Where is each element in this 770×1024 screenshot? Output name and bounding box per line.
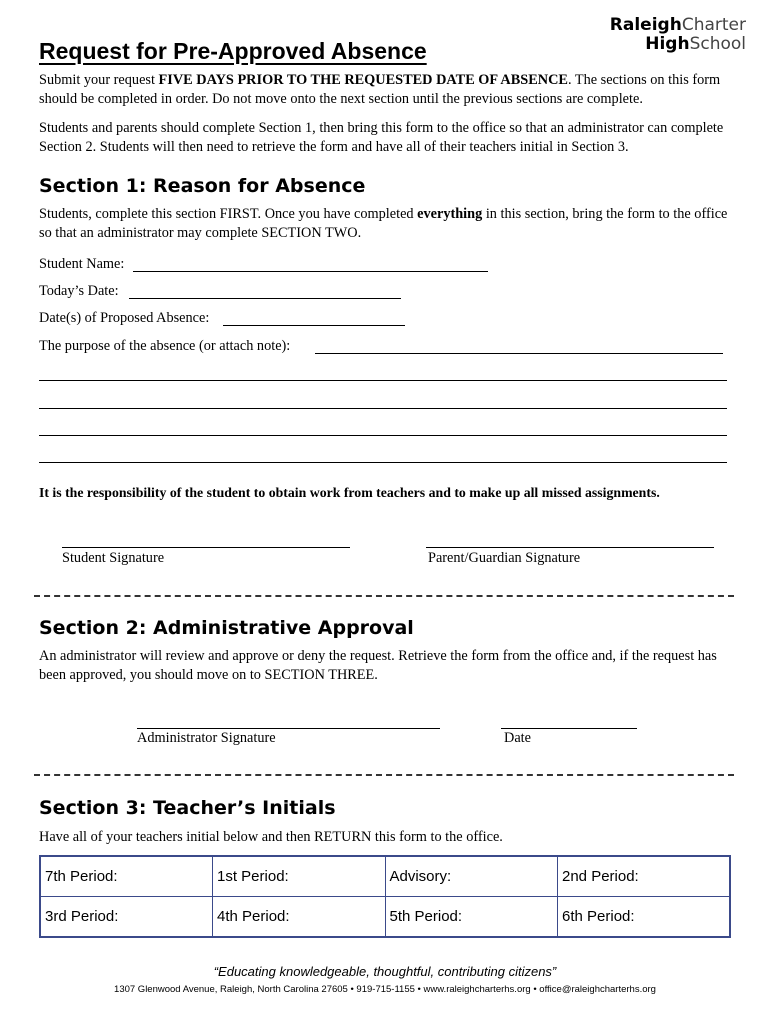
purpose-line[interactable] [39,462,727,463]
footer-motto: “Educating knowledgeable, thoughtful, contributing citizens” [213,964,557,979]
proposed-dates-field[interactable] [223,325,405,326]
todays-date-label: Today’s Date: [39,283,119,299]
section3-heading: Section 3: Teacher’s Initials [39,797,336,819]
proposed-dates-label: Date(s) of Proposed Absence: [39,310,210,326]
period-cell-6th[interactable]: 6th Period: [558,897,731,938]
section-divider [34,774,734,776]
purpose-line[interactable] [39,408,727,409]
school-logo: RaleighCharter HighSchool [609,15,746,54]
period-cell-4th[interactable]: 4th Period: [213,897,386,938]
period-cell-1st[interactable]: 1st Period: [213,856,386,897]
period-cell-advisory[interactable]: Advisory: [385,856,558,897]
section-divider [34,595,734,597]
admin-signature-label: Administrator Signature [137,730,276,746]
responsibility-note: It is the responsibility of the student to obtain work from teachers and to make up all missed assignments. [39,485,660,500]
page-title: Request for Pre-Approved Absence [39,38,427,64]
period-cell-5th[interactable]: 5th Period: [385,897,558,938]
admin-signature-line[interactable] [137,728,440,729]
parent-signature-label: Parent/Guardian Signature [428,550,581,566]
table-row [40,897,730,938]
purpose-field[interactable] [315,353,723,354]
admin-date-label: Date [504,730,531,746]
student-name-field[interactable] [133,271,488,272]
section1-heading: Section 1: Reason for Absence [39,175,366,197]
section1-description: Students, complete this section FIRST. Once you have completed everything in this section, bring the form to the office so that an administrator may complete SECTION TWO. [39,206,728,241]
student-signature-label: Student Signature [62,550,165,566]
footer-contact: 1307 Glenwood Avenue, Raleigh, North Carolina 27605 • 919-715-1155 • www.raleighcharterhs.org • office@raleighcharterhs.org [114,984,656,995]
purpose-line[interactable] [39,435,727,436]
section2-heading: Section 2: Administrative Approval [39,617,414,639]
intro-process: Students and parents should complete Section 1, then bring this form to the office so that an administrator can complete Section 2. Students will then need to retrieve the form and have all of their teachers initial in Section 3. [39,120,724,155]
section3-description: Have all of your teachers initial below and then RETURN this form to the office. [39,829,503,845]
student-name-label: Student Name: [39,256,125,272]
purpose-line[interactable] [39,380,727,381]
period-cell-7th[interactable]: 7th Period: [40,856,213,897]
purpose-label: The purpose of the absence (or attach note): [39,338,291,354]
intro-instructions: Submit your request FIVE DAYS PRIOR TO THE REQUESTED DATE OF ABSENCE. The sections on this form should be completed in order. Do not move onto the next section until the previous sections are complete. [39,72,721,107]
table-row [40,856,730,897]
teacher-initials-table [39,855,731,938]
section2-description: An administrator will review and approve or deny the request. Retrieve the form from the office and, if the request has been approved, you should move on to SECTION THREE. [39,648,717,683]
period-cell-3rd[interactable]: 3rd Period: [40,897,213,938]
todays-date-field[interactable] [129,298,401,299]
parent-signature-line[interactable] [426,547,714,548]
student-signature-line[interactable] [62,547,350,548]
admin-date-line[interactable] [501,728,637,729]
period-cell-2nd[interactable]: 2nd Period: [558,856,731,897]
